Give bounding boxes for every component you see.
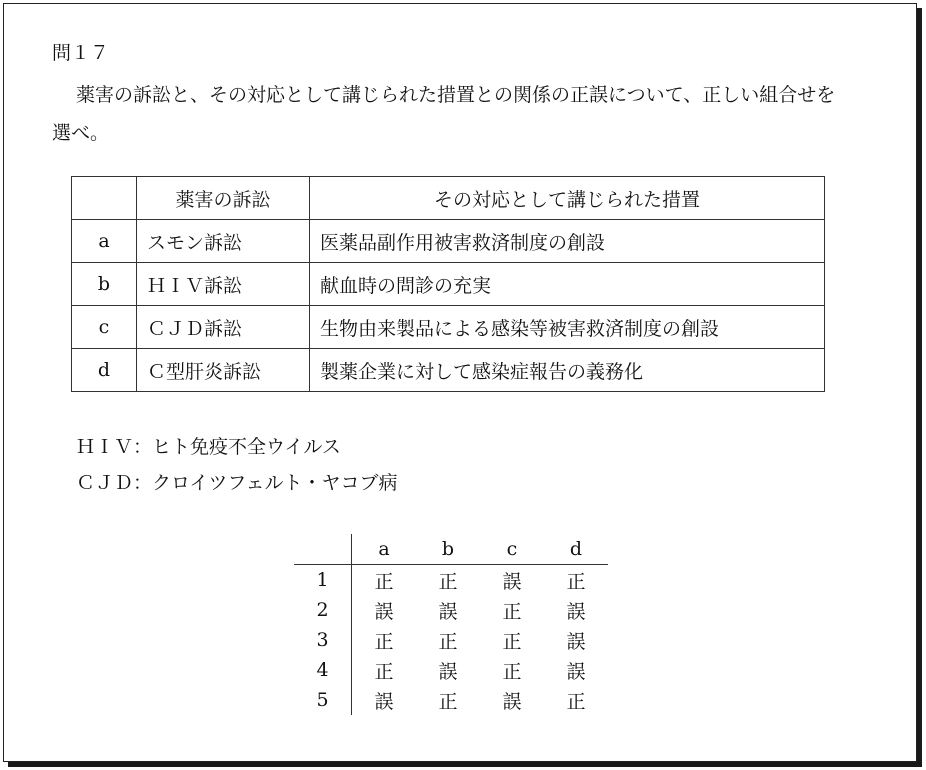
row-lawsuit: ＨＩＶ訴訟 (137, 263, 310, 306)
answer-row (294, 655, 608, 685)
row-lawsuit: ＣＪＤ訴訟 (137, 306, 310, 349)
answer-number: 2 (294, 595, 352, 625)
header-cell-lawsuit: 薬害の訴訟 (137, 177, 310, 220)
answer-number: 1 (294, 565, 352, 596)
row-lawsuit: スモン訴訟 (137, 220, 310, 263)
table-row (72, 263, 825, 306)
row-id: a (72, 220, 137, 263)
answer-value: 正 (502, 660, 522, 683)
answer-value: 誤 (438, 600, 458, 623)
answer-number: 4 (294, 655, 352, 685)
answer-number: 3 (294, 625, 352, 655)
header-cell-measure: その対応として講じられた措置 (310, 177, 825, 220)
lawsuit-measure-table (71, 176, 825, 392)
answer-value: 誤 (374, 600, 394, 623)
answer-value: 正 (438, 690, 458, 713)
answer-value: 正 (374, 660, 394, 683)
row-measure: 医薬品副作用被害救済制度の創設 (310, 220, 825, 263)
answer-value: 正 (374, 630, 394, 653)
table-row (72, 306, 825, 349)
answer-value: 正 (438, 570, 458, 593)
row-id: b (72, 263, 137, 306)
row-id: d (72, 349, 137, 392)
table-row (72, 220, 825, 263)
answer-value: 正 (566, 570, 586, 593)
answer-row (294, 685, 608, 715)
answer-header-b: b (416, 534, 480, 565)
answer-header-blank (294, 534, 352, 565)
question-number: 問１７ (52, 42, 110, 64)
answer-row (294, 625, 608, 655)
answer-row (294, 595, 608, 625)
row-lawsuit: Ｃ型肝炎訴訟 (137, 349, 310, 392)
answer-value: 正 (502, 600, 522, 623)
answer-header-c: c (480, 534, 544, 565)
question-text: 薬害の訴訟と、その対応として講じられた措置との関係の正誤について、正しい組合せを選べ。 (52, 84, 836, 144)
abbreviation-hiv: ＨＩＶ：ヒト免疫不全ウイルス (76, 436, 341, 458)
answer-number: 5 (294, 685, 352, 715)
table-row (72, 349, 825, 392)
answer-value: 誤 (502, 690, 522, 713)
answer-header-d: d (544, 534, 608, 565)
answer-value: 誤 (566, 630, 586, 653)
answer-value: 正 (502, 630, 522, 653)
answer-value: 誤 (566, 660, 586, 683)
answer-row (294, 565, 608, 596)
answer-header-a: a (352, 534, 417, 565)
answer-value: 正 (566, 690, 586, 713)
row-measure: 生物由来製品による感染等被害救済制度の創設 (310, 306, 825, 349)
answer-value: 誤 (502, 570, 522, 593)
row-measure: 製薬企業に対して感染症報告の義務化 (310, 349, 825, 392)
answer-value: 正 (374, 570, 394, 593)
answer-value: 誤 (438, 660, 458, 683)
table-header-row (72, 177, 825, 220)
answer-choice-table (294, 534, 608, 715)
answer-value: 誤 (374, 690, 394, 713)
abbreviation-cjd: ＣＪＤ：クロイツフェルト・ヤコブ病 (76, 472, 398, 494)
row-measure: 献血時の問診の充実 (310, 263, 825, 306)
answer-header-row (294, 534, 608, 565)
header-cell-id (72, 177, 137, 220)
answer-value: 正 (438, 630, 458, 653)
question-page (3, 3, 917, 762)
row-id: c (72, 306, 137, 349)
answer-value: 誤 (566, 600, 586, 623)
